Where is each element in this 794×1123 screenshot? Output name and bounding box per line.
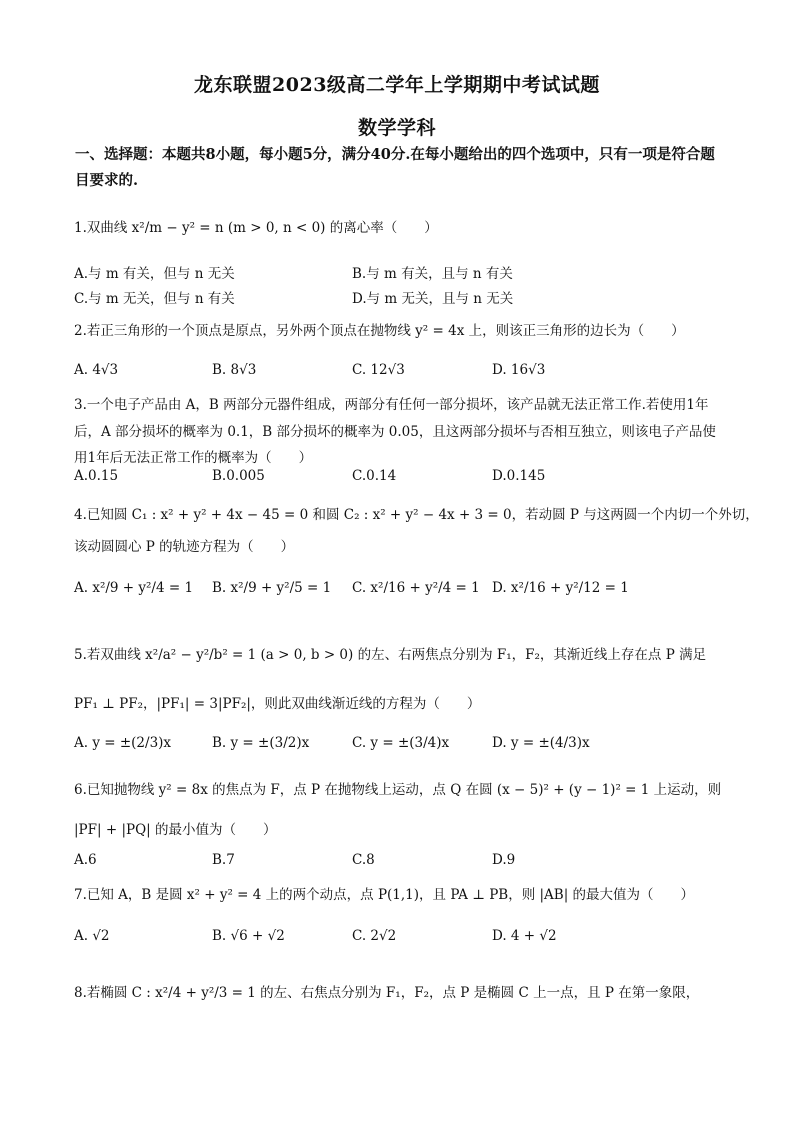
question-8-stem: 8.若椭圆 C : x²/4 + y²/3 = 1 的左、右焦点分别为 F₁，F₂，点 P 是椭圆 C 上一点，且 P 在第一象限， xyxy=(74,985,700,1001)
question-2-option-b: B. 8√3 xyxy=(212,362,257,378)
exam-title: 龙东联盟2023级高二学年上学期期中考试试题 xyxy=(194,74,600,96)
question-1-option-c: C.与 m 无关，但与 n 有关 xyxy=(74,291,235,307)
question-7-option-d: D. 4 + √2 xyxy=(492,928,557,944)
question-1-option-b: B.与 m 有关，且与 n 有关 xyxy=(352,266,513,282)
question-6-option-d: D.9 xyxy=(492,852,516,868)
question-7-option-b: B. √6 + √2 xyxy=(212,928,285,944)
question-5-option-c: C. y = ±(3/4)x xyxy=(352,735,450,751)
question-1-option-d: D.与 m 无关，且与 n 无关 xyxy=(352,291,514,307)
question-4-stem-line-2: 该动圆圆心 P 的轨迹方程为（ ） xyxy=(74,539,295,555)
question-3-stem: 3.一个电子产品由 A，B 两部分元器件组成，两部分有任何一部分损坏，该产品就无法正常工作.若使用1年后，A 部分损坏的概率为 0.1，B 部分损坏的概率为 0.05，且这两部分损坏与否相互独立，则该电子产品使用1年后无法正常工作的概率为（ ） xyxy=(74,397,716,466)
question-1-option-a: A.与 m 有关，但与 n 无关 xyxy=(74,266,235,282)
question-6-option-b: B.7 xyxy=(212,852,235,868)
question-6-option-a: A.6 xyxy=(74,852,97,868)
question-6-option-c: C.8 xyxy=(352,852,375,868)
question-3-option-b: B.0.005 xyxy=(212,468,265,484)
question-3-option-c: C.0.14 xyxy=(352,468,397,484)
question-6-stem-line-2: |PF| + |PQ| 的最小值为（ ） xyxy=(74,822,277,838)
question-2-stem: 2.若正三角形的一个顶点是原点，另外两个顶点在抛物线 y² = 4x 上，则该正三角形的边长为（ ） xyxy=(74,323,685,339)
question-4-stem-line-1: 4.已知圆 C₁ : x² + y² + 4x − 45 = 0 和圆 C₂ : x² + y² − 4x + 3 = 0，若动圆 P 与这两圆一个内切一个外切， xyxy=(74,507,759,523)
question-3-option-d: D.0.145 xyxy=(492,468,546,484)
question-3-option-a: A.0.15 xyxy=(74,468,119,484)
question-2-option-c: C. 12√3 xyxy=(352,362,405,378)
question-5-option-a: A. y = ±(2/3)x xyxy=(74,735,172,751)
question-5-stem-line-2: PF₁ ⊥ PF₂，|PF₁| = 3|PF₂|，则此双曲线渐近线的方程为（ ） xyxy=(74,696,481,712)
exam-subtitle: 数学学科 xyxy=(357,117,436,139)
question-5-stem-line-1: 5.若双曲线 x²/a² − y²/b² = 1 (a > 0, b > 0) 的左、右两焦点分别为 F₁，F₂，其渐近线上存在点 P 满足 xyxy=(74,647,707,663)
question-5-option-b: B. y = ±(3/2)x xyxy=(212,735,310,751)
question-1-stem: 1.双曲线 x²/m − y² = n (m > 0, n < 0) 的离心率（ ） xyxy=(74,220,438,236)
question-7-option-c: C. 2√2 xyxy=(352,928,397,944)
question-4-option-b: B. x²/9 + y²/5 = 1 xyxy=(212,580,332,596)
section-heading: 一、选择题：本题共8小题，每小题5分，满分40分.在每小题给出的四个选项中，只有一项是符合题目要求的. xyxy=(75,146,715,189)
question-5-option-d: D. y = ±(4/3)x xyxy=(492,735,590,751)
question-4-option-a: A. x²/9 + y²/4 = 1 xyxy=(74,580,194,596)
question-7-stem: 7.已知 A，B 是圆 x² + y² = 4 上的两个动点，点 P(1,1)，且 PA ⊥ PB，则 |AB| 的最大值为（ ） xyxy=(74,887,695,903)
question-2-option-d: D. 16√3 xyxy=(492,362,546,378)
question-4-option-c: C. x²/16 + y²/4 = 1 xyxy=(352,580,480,596)
question-6-stem-line-1: 6.已知抛物线 y² = 8x 的焦点为 F，点 P 在抛物线上运动，点 Q 在圆 (x − 5)² + (y − 1)² = 1 上运动，则 xyxy=(74,782,722,798)
question-7-option-a: A. √2 xyxy=(74,928,110,944)
question-4-option-d: D. x²/16 + y²/12 = 1 xyxy=(492,580,629,596)
question-2-option-a: A. 4√3 xyxy=(74,362,119,378)
